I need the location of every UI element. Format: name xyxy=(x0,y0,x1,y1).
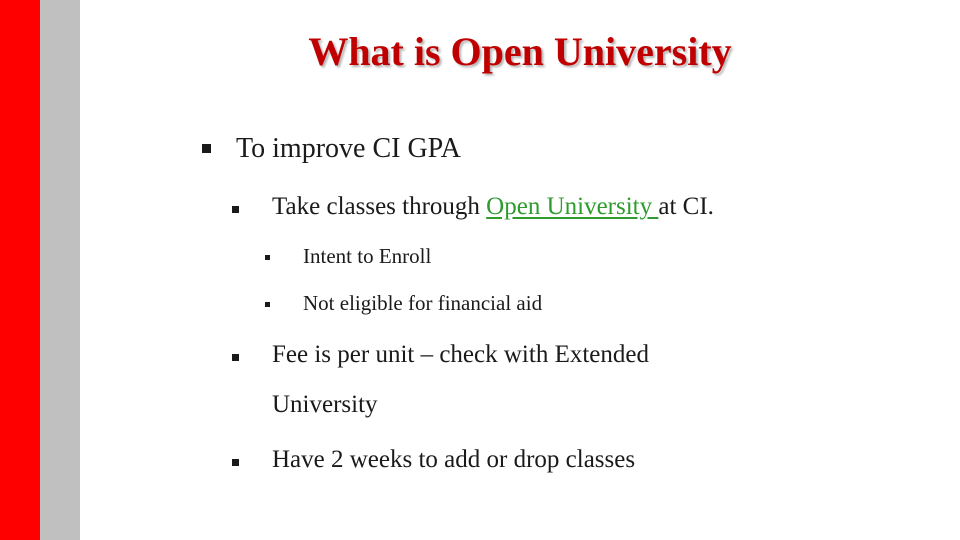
not-eligible-text: Not eligible for financial aid xyxy=(303,291,543,315)
bullet-square-icon xyxy=(202,144,211,153)
fee-line-2: University xyxy=(272,391,378,418)
take-classes-suffix: at CI. xyxy=(658,193,714,220)
bullet-square-icon xyxy=(232,206,239,213)
take-classes-line xyxy=(272,192,714,222)
bullet-square-icon xyxy=(265,302,270,307)
bullet-main-text: To improve CI GPA xyxy=(236,133,461,164)
bullet-square-icon xyxy=(265,255,270,260)
take-classes-prefix: Take classes through xyxy=(272,193,487,220)
open-university-link[interactable]: Open University xyxy=(486,193,659,220)
two-weeks-text: Have 2 weeks to add or drop classes xyxy=(272,446,636,473)
left-accent-bar-red xyxy=(0,0,40,540)
bullet-square-icon xyxy=(232,354,239,361)
bullet-square-icon xyxy=(232,459,239,466)
left-accent-bar-gray xyxy=(40,0,80,540)
intent-to-enroll-text: Intent to Enroll xyxy=(303,244,432,268)
fee-line-1: Fee is per unit – check with Extended xyxy=(272,341,649,368)
slide-title: What is Open University xyxy=(308,29,732,74)
